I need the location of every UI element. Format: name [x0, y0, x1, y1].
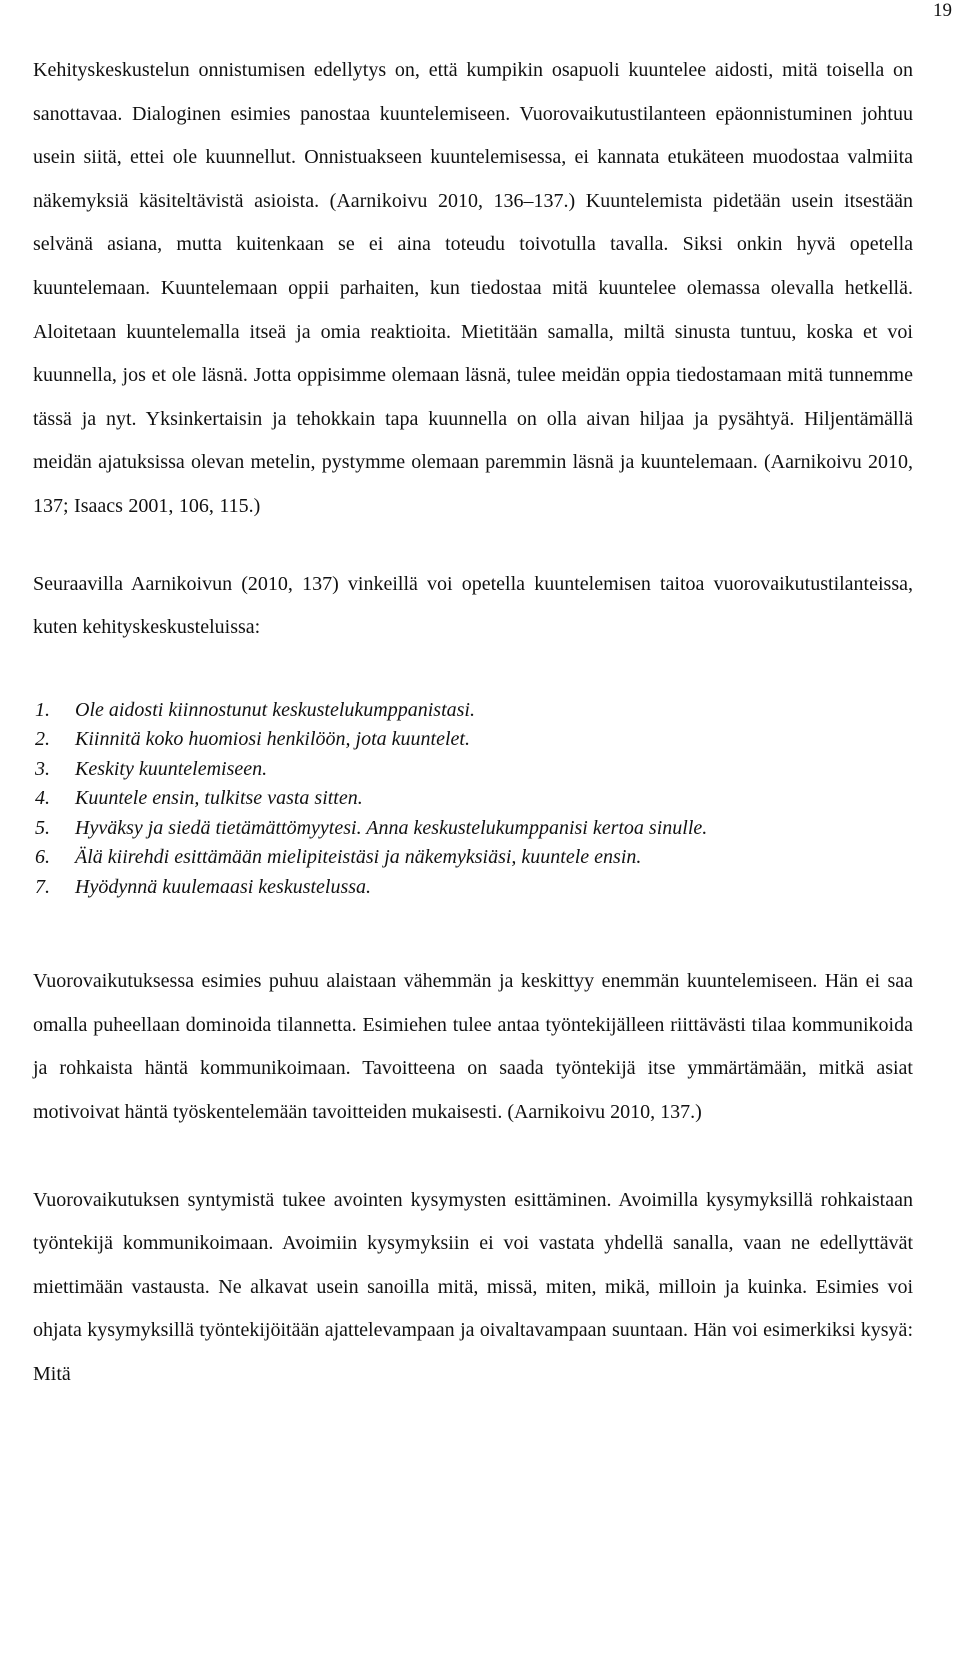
list-item-number: 6. — [35, 846, 50, 869]
page-number: 19 — [933, 0, 952, 21]
list-item-text: Ole aidosti kiinnostunut keskustelukumppanistasi. — [75, 698, 475, 721]
list-item-number: 5. — [35, 816, 50, 839]
list-item-text: Hyväksy ja siedä tietämättömyytesi. Anna keskustelukumppanisi kertoa sinulle. — [75, 816, 708, 839]
list-item — [35, 784, 913, 814]
list-item-text: Kiinnitä koko huomiosi henkilöön, jota kuuntelet. — [75, 728, 470, 751]
spacer — [33, 529, 913, 563]
spacer — [33, 1135, 913, 1179]
list-item-number: 2. — [35, 728, 50, 751]
list-item — [35, 814, 913, 844]
list-item-text: Keskity kuuntelemiseen. — [75, 757, 268, 780]
list-item-number: 3. — [35, 757, 50, 780]
list-item — [35, 843, 913, 873]
list-item-text: Älä kiirehdi esittämään mielipiteistäsi ja näkemyksiäsi, kuuntele ensin. — [75, 846, 642, 869]
spacer — [33, 650, 913, 696]
list-item-text: Hyödynnä kuulemaasi keskustelussa. — [75, 875, 372, 898]
list-item — [35, 696, 913, 726]
spacer — [33, 902, 913, 960]
paragraph-listening: Kehityskeskustelun onnistumisen edellytys on, että kumpikin osapuoli kuuntelee aidosti, mitä toisella on sanottavaa. Dialoginen esimies panostaa kuuntelemiseen. Vuorovaikutustilanteen epäonnistuminen johtuu usein siitä, ettei ole kuunnellut. Onnistuakseen kuuntelemisessa, ei kannata etukäteen muodostaa valmiita näkemyksiä käsiteltävistä asioista. (Aarnikoivu 2010, 136–137.) Kuuntelemista pidetään usein itsestään selvänä asiana, mutta kuitenkaan se ei aina toteudu toivotulla tavalla. Siksi onkin hyvä opetella kuuntelemaan. Kuuntelemaan oppii parhaiten, kun tiedostaa mitä kuuntelee olemassa olevalla hetkellä. Aloitetaan kuuntelemalla itseä ja omia reaktioita. Mietitään samalla, miltä sinusta tuntuu, koska et voi kuunnella, jos et ole läsnä. Jotta oppisimme olemaan läsnä, tulee meidän oppia tiedostamaan mitä tunnemme tässä ja nyt. Yksinkertaisin ja tehokkain tapa kuunnella on olla aivan hiljaa ja pysähtyä. Hiljentämällä meidän ajatuksissa olevan metelin, pystymme olemaan paremmin läsnä ja kuuntelemaan. (Aarnikoivu 2010, 137; Isaacs 2001, 106, 115.) — [33, 59, 913, 517]
list-item — [35, 755, 913, 785]
list-item-number: 7. — [35, 875, 50, 898]
paragraph-open-questions: Vuorovaikutuksen syntymistä tukee avointen kysymysten esittäminen. Avoimilla kysymyksillä rohkaistaan työntekijä kommunikoimaan. Avoimiin kysymyksiin ei voi vastata yhdellä sanalla, vaan ne edellyttävät miettimään vastausta. Ne alkavat usein sanoilla mitä, missä, miten, mikä, milloin ja kuinka. Esimies voi ohjata kysymyksillä työntekijöitään ajattelevampaan ja oivaltavampaan suuntaan. Hän voi esimerkiksi kysyä: Mitä — [33, 1188, 913, 1385]
listening-tips-list — [33, 696, 913, 903]
paragraph-tips-intro: Seuraavilla Aarnikoivun (2010, 137) vinkeillä voi opetella kuuntelemisen taitoa vuorovaikutustilanteissa, kuten kehityskeskusteluissa: — [33, 572, 913, 639]
list-item — [35, 725, 913, 755]
list-item — [35, 873, 913, 903]
list-item-number: 4. — [35, 787, 50, 810]
document-body — [33, 49, 913, 1397]
list-item-number: 1. — [35, 698, 50, 721]
list-item-text: Kuuntele ensin, tulkitse vasta sitten. — [75, 787, 363, 810]
paragraph-manager-listening: Vuorovaikutuksessa esimies puhuu alaistaan vähemmän ja keskittyy enemmän kuuntelemiseen. Hän ei saa omalla puheellaan dominoida tilannetta. Esimiehen tulee antaa työntekijälleen riittävästi tilaa kommunikoida ja rohkaista häntä kommunikoimaan. Tavoitteena on saada työntekijä itse ymmärtämään, mitkä asiat motivoivat häntä työskentelemään tavoitteiden mukaisesti. (Aarnikoivu 2010, 137.) — [33, 970, 913, 1123]
